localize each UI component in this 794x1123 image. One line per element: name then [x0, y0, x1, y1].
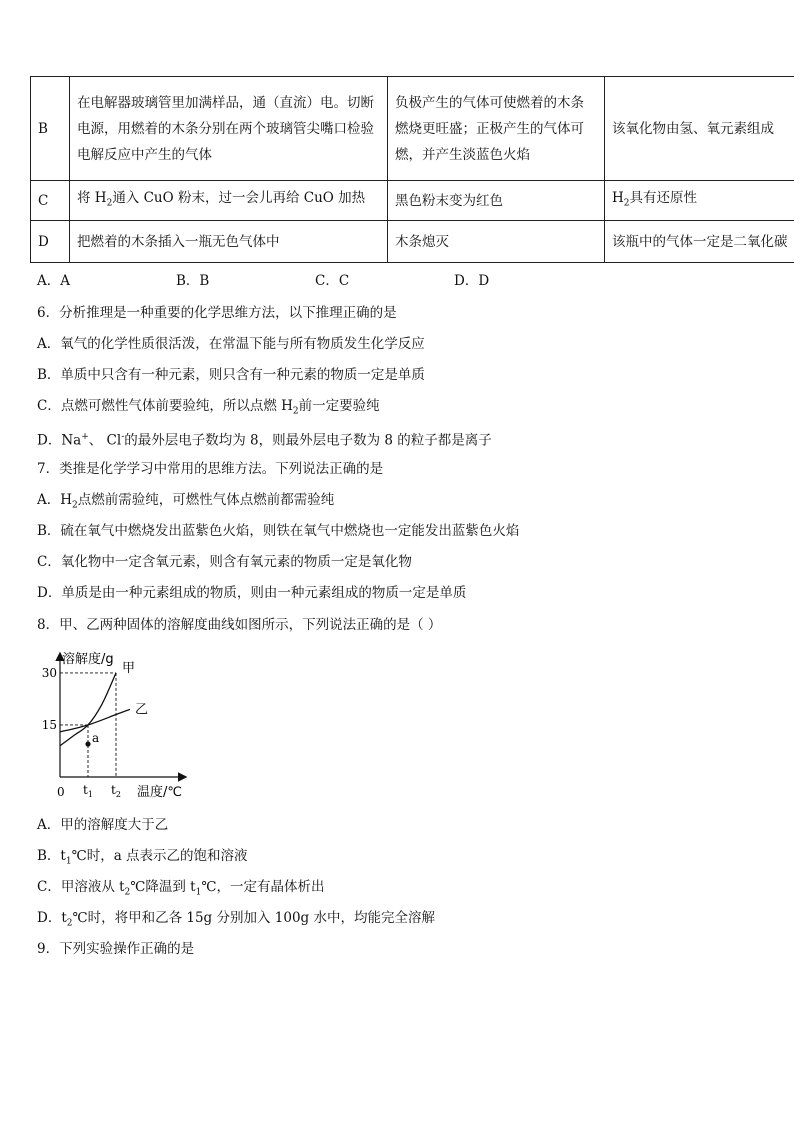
q7-option-d[interactable]: D．单质是由一种元素组成的物质，则由一种元素组成的物质一定是单质 [37, 585, 467, 601]
row-conclusion: $H_2$具有还原性 [605, 181, 794, 221]
q7-option-c[interactable]: C．氧化物中一定含氧元素，则含有氧元素的物质一定是氧化物 [37, 554, 412, 570]
table-row [31, 221, 794, 263]
row-label: C [31, 181, 70, 221]
y-tick-30: 30 [41, 665, 57, 680]
row-conclusion: 该氧化物由氢、氧元素组成 [605, 77, 794, 181]
q6-stem: 6．分析推理是一种重要的化学思维方法，以下推理正确的是 [37, 305, 397, 321]
q8-option-d[interactable]: D．$t_2℃$时，将甲和乙各 15g 分别加入 100g 水中，均能完全溶解 [37, 910, 435, 929]
q7-option-b[interactable]: B．硫在氧气中燃烧发出蓝紫色火焰，则铁在氧气中燃烧也一定能发出蓝紫色火焰 [37, 523, 520, 539]
row-phenomenon: 负极产生的气体可使燃着的木条燃烧更旺盛；正极产生的气体可燃，并产生淡蓝色火焰 [388, 77, 605, 181]
q6-option-b[interactable]: B．单质中只含有一种元素，则只含有一种元素的物质一定是单质 [37, 367, 425, 383]
row-conclusion: 该瓶中的气体一定是二氧化碳 [605, 221, 794, 263]
point-a-label: a [92, 731, 100, 746]
x-tick-t2: $t_2$ [111, 783, 121, 799]
experiment-table [30, 76, 794, 263]
option-d[interactable]: D．D [454, 273, 490, 289]
table-row [31, 77, 794, 181]
series-curve-1 [60, 709, 130, 732]
row-operation: 将 $H_2$通入 CuO 粉末，过一会儿再给 CuO 加热 [70, 181, 388, 221]
row-phenomenon: 木条熄灭 [388, 221, 605, 263]
solubility-chart [30, 648, 200, 808]
q6-option-c[interactable]: C．点燃可燃性气体前要验纯，所以点燃 $H_2$前一定要验纯 [37, 398, 380, 417]
q6-option-d[interactable]: D．Na+、 Cl-的最外层电子数均为 8，则最外层电子数为 8 的粒子都是离子 [37, 432, 492, 449]
q8-option-c[interactable]: C．甲溶液从 $t_2℃$降温到 $t_1℃$，一定有晶体析出 [37, 879, 325, 898]
q5-options [37, 271, 593, 291]
option-c[interactable]: C．C [315, 273, 350, 289]
q7-stem: 7．类推是化学学习中常用的思维方法。下列说法正确的是 [37, 461, 384, 477]
x-axis-label: 温度/℃ [137, 785, 182, 800]
row-label: D [31, 221, 70, 263]
point-a [85, 741, 90, 746]
q8-option-a[interactable]: A．甲的溶解度大于乙 [37, 817, 169, 833]
option-a[interactable]: A．A [37, 273, 70, 289]
q9-stem: 9．下列实验操作正确的是 [37, 941, 195, 957]
option-b[interactable]: B．B [176, 273, 210, 289]
y-axis-label: 溶解度/g [62, 652, 114, 667]
row-phenomenon: 黑色粉末变为红色 [388, 181, 605, 221]
x-tick-t1: $t_1$ [83, 783, 93, 799]
q6-option-a[interactable]: A．氧气的化学性质很活泼，在常温下能与所有物质发生化学反应 [37, 336, 425, 352]
series-label-yi: 乙 [135, 702, 149, 718]
row-operation: 把燃着的木条插入一瓶无色气体中 [70, 221, 388, 263]
table-row [31, 181, 794, 221]
q7-option-a[interactable]: A．$H_2$点燃前需验纯，可燃性气体点燃前都需验纯 [37, 492, 335, 511]
y-tick-15: 15 [41, 717, 57, 732]
series-curve-0 [60, 673, 116, 746]
origin-label: 0 [57, 785, 65, 799]
q8-option-b[interactable]: B．$t_1℃$时，a 点表示乙的饱和溶液 [37, 848, 248, 867]
row-operation: 在电解器玻璃管里加满样品，通（直流）电。切断电源，用燃着的木条分别在两个玻璃管尖嘴口检验电解反应中产生的气体 [70, 77, 388, 181]
series-label-jia: 甲 [122, 660, 136, 676]
row-label: B [31, 77, 70, 181]
q8-stem: 8．甲、乙两种固体的溶解度曲线如图所示，下列说法正确的是（ ） [37, 617, 442, 633]
